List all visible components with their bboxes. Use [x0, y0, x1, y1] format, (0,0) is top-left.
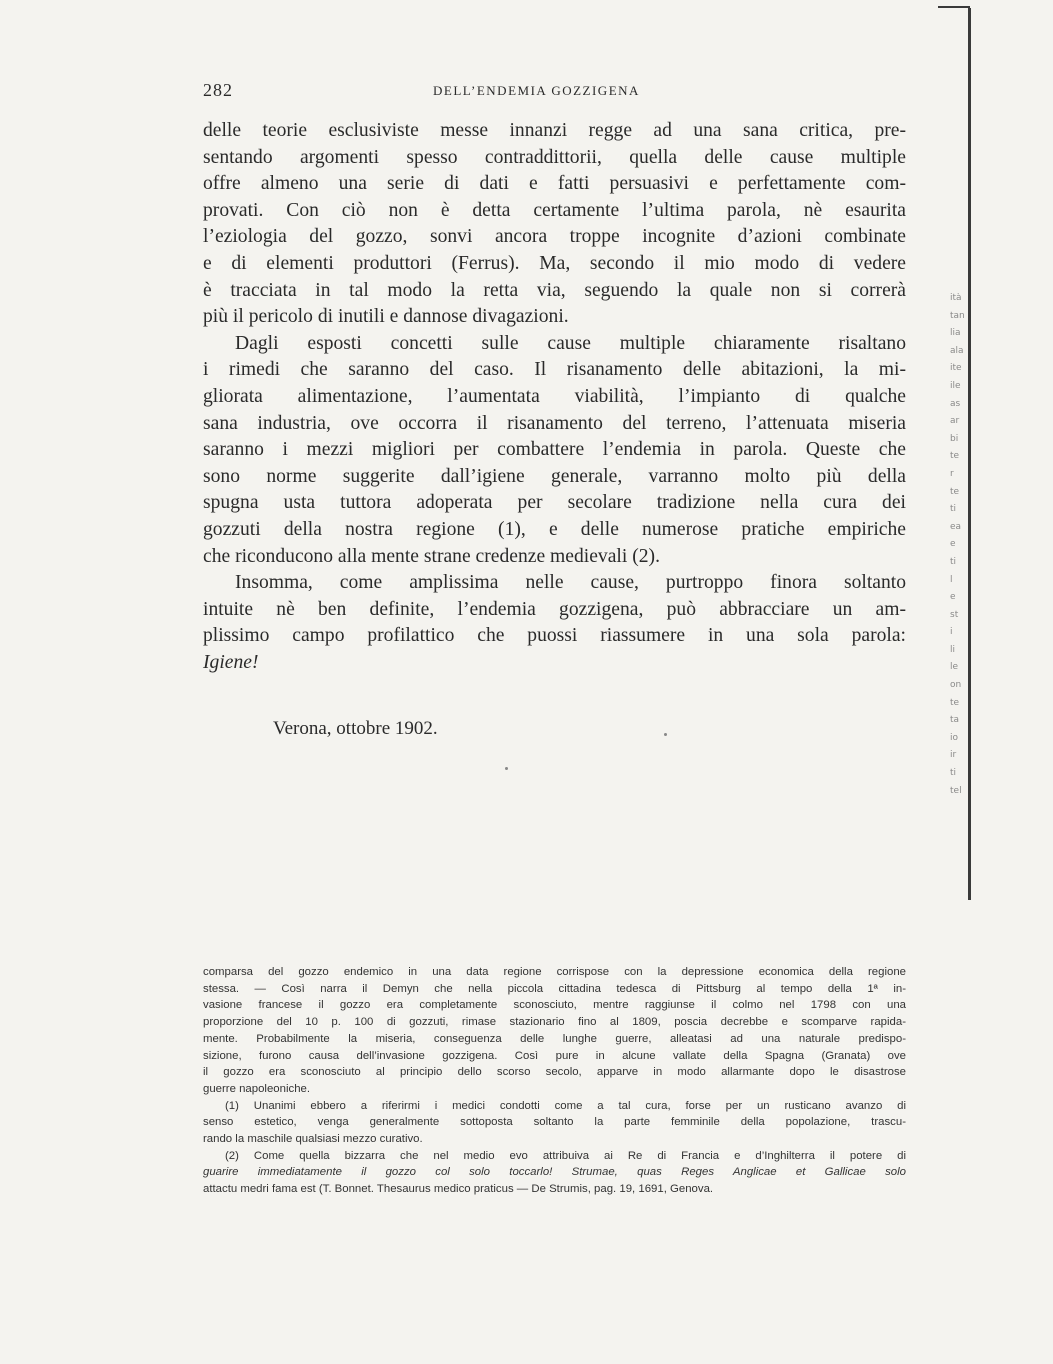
text-line: gliorata alimentazione, l’aumentata viabilità, l’impianto di qualche	[203, 385, 906, 407]
footnote-line: rando la maschile qualsiasi mezzo curativo.	[203, 1133, 423, 1146]
paragraph-1	[203, 118, 906, 331]
footnote-line: (2) Come quella bizzarra che nel medio evo attribuiva ai Re di Francia e d’Inghilterra il potere di	[225, 1149, 906, 1162]
text-line: spugna usta tuttora adoperata per secolare tradizione nella cura dei	[203, 492, 906, 514]
footnote-line: vasione francese il gozzo era completamente sconosciuto, mentre raggiunse il colmo nel 1798 con una	[203, 999, 906, 1012]
text-line: sono norme suggerite dall’igiene generale, varranno molto più della	[203, 465, 906, 487]
text-line: che riconducono alla mente strane credenze medievali (2).	[203, 545, 660, 567]
running-title: DELL’ENDEMIA GOZZIGENA	[433, 83, 640, 98]
footnote-line: proporzione del 10 p. 100 di gozzuti, rimase stazionario fino al 1809, poscia decrebbe e scomparve rapida-	[203, 1016, 906, 1029]
text-line: intuite nè ben definite, l’endemia gozzigena, può abbracciare un am-	[203, 598, 906, 620]
bleed-fragment: ar	[950, 416, 960, 427]
footnote-line: stessa. — Così narra il Demyn che nella piccola cittadina tedesca di Pittsburg al tempo della 1ª in-	[203, 982, 906, 995]
footnotes	[203, 964, 906, 1198]
footnote-line: (1) Unanimi ebbero a riferirmi i medici condotti come a tal cura, forse per un rusticano avanzo di	[225, 1099, 906, 1112]
footnote-line: senso estetico, venga generalmente sottoposta soltanto la parte femminile della popolazione, trascu-	[203, 1116, 906, 1129]
page-number: 282	[203, 80, 233, 100]
body-text	[203, 118, 906, 676]
text-line: l’eziologia del gozzo, sonvi ancora troppe incognite d’azioni combinate	[203, 226, 906, 248]
bleed-fragment: ite	[950, 363, 962, 374]
bleed-fragment: tan	[950, 310, 965, 321]
bleed-fragment: te	[950, 451, 960, 462]
bleed-fragment: ti	[950, 768, 957, 779]
bleed-fragment: ta	[950, 715, 960, 726]
bleed-fragment: tel	[950, 785, 962, 796]
text-line: plissimo campo profilattico che puossi riassumere in una sola parola:	[203, 625, 906, 647]
bleed-fragment: ti	[950, 556, 957, 567]
paragraph-3	[203, 570, 906, 676]
running-header	[203, 80, 906, 104]
signoff-place-date: Verona, ottobre 1902.	[273, 718, 438, 739]
text-line: Dagli esposti concetti sulle cause multiple chiaramente risaltano	[235, 332, 906, 354]
bleed-fragment: r	[950, 468, 954, 479]
bleed-fragment: on	[950, 680, 962, 691]
text-line: sana industria, ove occorra il risanamento del terreno, l’attenuata miseria	[203, 412, 906, 434]
bleed-fragment: ea	[950, 521, 962, 532]
footnote-line: sizione, furono causa dell’invasione gozzigena. Così pure in alcune vallate della Spagna (Granata) ove	[203, 1049, 906, 1062]
facing-page-bleed	[950, 290, 990, 800]
text-line: saranno i mezzi migliori per combattere l’endemia in parola. Queste che	[203, 439, 906, 461]
bleed-fragment: te	[950, 486, 960, 497]
text-line: gozzuti della nostra regione (1), e delle numerose pratiche empiriche	[203, 518, 906, 540]
text-line: Insomma, come amplissima nelle cause, purtroppo finora soltanto	[235, 572, 906, 594]
text-line: più il pericolo di inutili e dannose divagazioni.	[203, 306, 569, 328]
bleed-fragment: li	[950, 644, 956, 655]
footnote-line: attactu medri fama est (T. Bonnet. Thesaurus medico praticus — De Strumis, pag. 19, 1691, Genova.	[203, 1183, 714, 1196]
footnote-line: il gozzo era sconosciuto al principio dello scorso secolo, apparve in modo allarmante dopo le disastrose	[203, 1066, 906, 1079]
bleed-fragment: l	[950, 574, 953, 585]
paragraph-2	[203, 331, 906, 570]
bleed-fragment: e	[950, 592, 956, 603]
text-line: i rimedi che saranno del caso. Il risanamento delle abitazioni, la mi-	[203, 359, 906, 381]
bleed-fragment: as	[950, 398, 961, 409]
bleed-fragment: ile	[950, 380, 961, 391]
footnote-line: mente. Probabilmente la miseria, conseguenza delle lunghe guerre, alleatasi ad una naturale predispo-	[203, 1032, 906, 1045]
footnote-line: comparsa del gozzo endemico in una data regione corrispose con la depressione economica della regione	[203, 966, 906, 978]
bleed-fragment: ti	[950, 504, 957, 515]
bleed-fragment: ala	[950, 345, 964, 356]
bleed-fragment: te	[950, 697, 960, 708]
text-line: sentando argomenti spesso contraddittorii, quella delle cause multiple	[203, 146, 906, 168]
text-line: e di elementi produttori (Ferrus). Ma, secondo il mio modo di vedere	[203, 252, 906, 274]
bleed-fragment: bi	[950, 433, 959, 444]
text-line: Igiene!	[203, 651, 259, 673]
text-line: è tracciata in tal modo la retta via, seguendo la quale non si correrà	[203, 279, 906, 301]
text-line: provati. Con ciò non è detta certamente l’ultima parola, nè esaurita	[203, 199, 906, 221]
text-line: delle teorie esclusiviste messe innanzi regge ad una sana critica, pre-	[203, 120, 906, 141]
footnote-1	[203, 1098, 906, 1148]
footnote-continuation	[203, 964, 906, 1098]
bleed-fragment: ir	[950, 750, 957, 761]
page-edge-tick	[938, 6, 970, 8]
bleed-fragment: st	[950, 609, 959, 620]
print-speck	[664, 733, 667, 736]
bleed-fragment: ità	[950, 293, 962, 303]
bleed-fragment: e	[950, 539, 956, 550]
text-line: offre almeno una serie di dati e fatti persuasivi e perfettamente com-	[203, 173, 906, 195]
footnote-2	[203, 1148, 906, 1198]
bleed-fragment: i	[950, 627, 953, 638]
bleed-fragment: io	[950, 732, 959, 743]
bleed-fragment: lia	[950, 328, 961, 339]
bleed-fragment: le	[950, 662, 959, 673]
footnote-line: guarire immediatamente il gozzo col solo toccarlo! Strumae, quas Reges Anglicae et Gallicae solo	[203, 1166, 906, 1179]
print-speck	[505, 767, 508, 770]
footnote-line: guerre napoleoniche.	[203, 1082, 311, 1095]
